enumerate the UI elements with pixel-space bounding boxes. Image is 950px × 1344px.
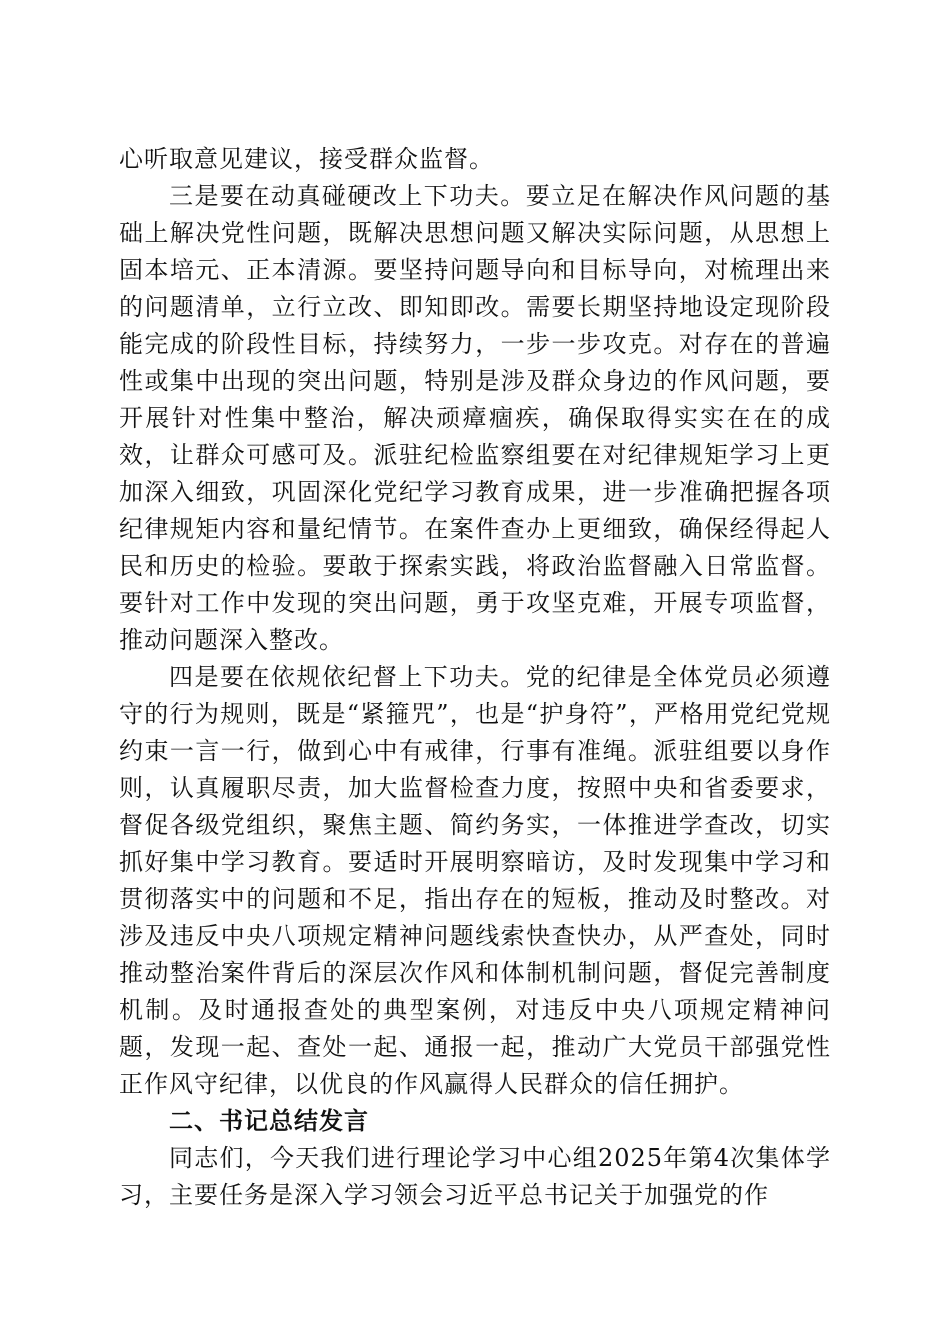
document-body [119,141,831,1214]
paragraph-point-four: 四是要在依规依纪督上下功夫。党的纪律是全体党员必须遵守的行为规则，既是“紧箍咒”，也是“护身符”，严格用党纪党规约束一言一行，做到心中有戒律，行事有准绳。派驻组要以身作则，认真履职尽责，加大监督检查力度，按照中央和省委要求，督促各级党组织，聚焦主题、简约务实，一体推进学查改，切实抓好集中学习教育。要适时开展明察暗访，及时发现集中学习和贯彻落实中的问题和不足，指出存在的短板，推动及时整改。对涉及违反中央八项规定精神问题线索快查快办，从严查处，同时推动整治案件背后的深层次作风和体制机制问题，督促完善制度机制。及时通报查处的典型案例，对违反中央八项规定精神问题，发现一起、查处一起、通报一起，推动广大党员干部强党性正作风守纪律，以优良的作风赢得人民群众的信任拥护。 [119,663,831,1098]
paragraph-closing: 同志们，今天我们进行理论学习中心组2025年第4次集体学习，主要任务是深入学习领会习近平总书记关于加强党的作 [119,1144,831,1209]
paragraph-continuation: 心听取意见建议，接受群众监督。 [119,145,494,173]
section-heading: 二、书记总结发言 [169,1107,369,1135]
paragraph-point-three: 三是要在动真碰硬改上下功夫。要立足在解决作风问题的基础上解决党性问题，既解决思想问题又解决实际问题，从思想上固本培元、正本清源。要坚持问题导向和目标导向，对梳理出来的问题清单，立行立改、即知即改。需要长期坚持地设定现阶段能完成的阶段性目标，持续努力，一步一步攻克。对存在的普遍性或集中出现的突出问题，特别是涉及群众身边的作风问题，要开展针对性集中整治，解决顽瘴痼疾，确保取得实实在在的成效，让群众可感可及。派驻纪检监察组要在对纪律规矩学习上更加深入细致，巩固深化党纪学习教育成果，进一步准确把握各项纪律规矩内容和量纪情节。在案件查办上更细致，确保经得起人民和历史的检验。要敢于探索实践，将政治监督融入日常监督。要针对工作中发现的突出问题，勇于攻坚克难，开展专项监督，推动问题深入整改。 [119,182,831,654]
